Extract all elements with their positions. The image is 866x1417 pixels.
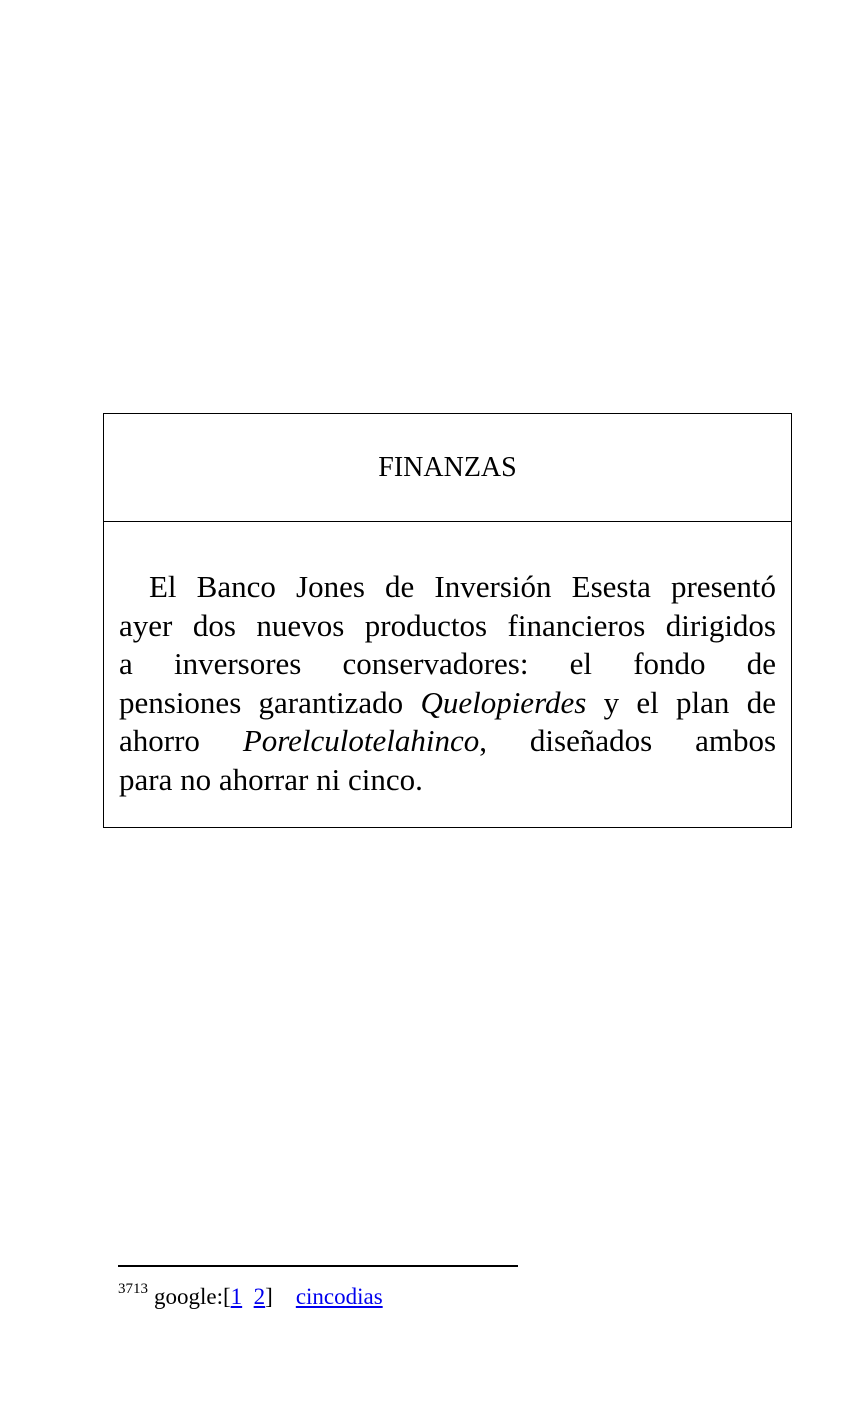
- text-fragment: ahorro: [119, 723, 243, 758]
- paragraph-line: a inversores conservadores: el fondo de: [119, 646, 776, 681]
- product-name-quelopierdes: Quelopierdes: [420, 684, 587, 720]
- paragraph-line: [119, 722, 776, 761]
- footnote-prefix: google:[: [154, 1284, 231, 1309]
- google-link-2[interactable]: 2: [253, 1284, 266, 1309]
- cincodias-link[interactable]: cincodias: [295, 1284, 383, 1309]
- footnote-suffix: ]: [265, 1284, 273, 1309]
- paragraph-line: [119, 684, 776, 723]
- text-fragment: , diseñados ambos: [479, 723, 777, 758]
- article-box: [103, 413, 792, 828]
- section-heading: FINANZAS: [104, 414, 791, 522]
- footnote-number: 3713: [118, 1281, 148, 1297]
- paragraph-line: para no ahorrar ni cinco.: [119, 761, 423, 797]
- product-name-porelculotelahinco: Porelculotelahinco: [242, 723, 480, 758]
- text-fragment: y el plan de: [586, 684, 776, 720]
- paragraph-line: ayer dos nuevos productos financieros dirigidos: [119, 607, 776, 643]
- google-link-1[interactable]: 1: [230, 1284, 243, 1309]
- article-paragraph: [104, 568, 791, 799]
- footnote: [118, 1281, 383, 1310]
- footnote-divider: [118, 1265, 518, 1267]
- text-fragment: pensiones garantizado: [119, 684, 421, 720]
- paragraph-line: El Banco Jones de Inversión Esesta presentó: [149, 569, 776, 604]
